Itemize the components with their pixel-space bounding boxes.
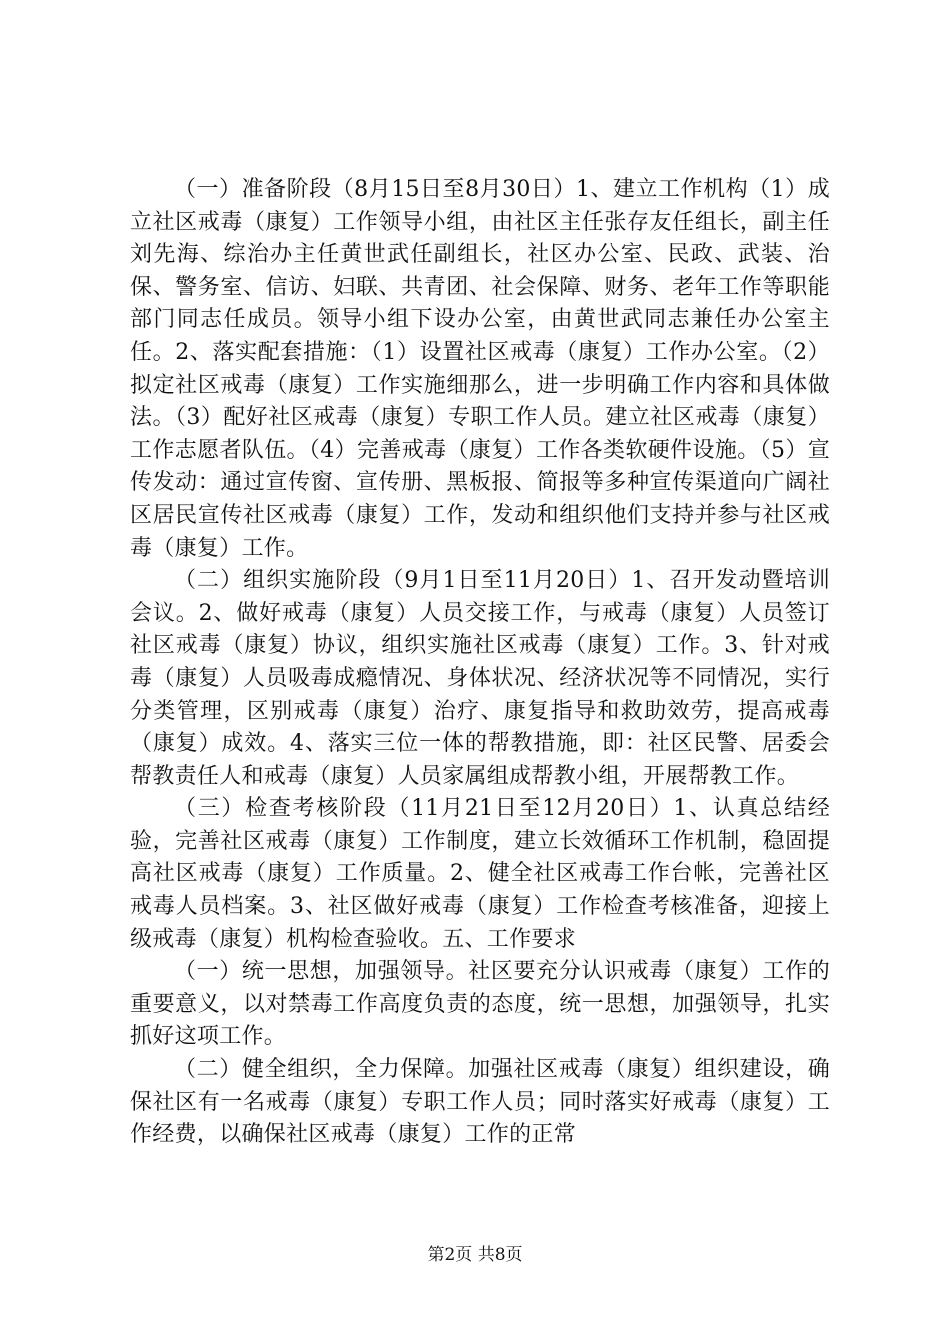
paragraph-preparation-stage: （一）准备阶段（8月15日至8月30日）1、建立工作机构（1）成立社区戒毒（康复）工作领导小组，由社区主任张存友任组长，副主任刘先海、综治办主任黄世武任副组长，社区办公室、民政、武装、治保、警务室、信访、妇联、共青团、社会保障、财务、老年工作等职能部门同志任成员。领导小组下设办公室，由黄世武同志兼任办公室主任。2、落实配套措施：（1）设置社区戒毒（康复）工作办公室。（2）拟定社区戒毒（康复）工作实施细那么，进一步明确工作内容和具体做法。（3）配好社区戒毒（康复）专职工作人员。建立社区戒毒（康复）工作志愿者队伍。（4）完善戒毒（康复）工作各类软硬件设施。（5）宣传发动：通过宣传窗、宣传册、黑板报、简报等多种宣传渠道向广阔社区居民宣传社区戒毒（康复）工作，发动和组织他们支持并参与社区戒毒（康复）工作。 <box>130 177 830 561</box>
paragraph-organization-guarantee: （二）健全组织，全力保障。加强社区戒毒（康复）组织建设，确保社区有一名戒毒（康复）专职工作人员；同时落实好戒毒（康复）工作经费，以确保社区戒毒（康复）工作的正常 <box>130 1057 830 1148</box>
paragraph-implementation-stage: （二）组织实施阶段（9月1日至11月20日）1、召开发动暨培训会议。2、做好戒毒（康复）人员交接工作，与戒毒（康复）人员签订社区戒毒（康复）协议，组织实施社区戒毒（康复）工作。3、针对戒毒（康复）人员吸毒成瘾情况、身体状况、经济状况等不同情况，实行分类管理，区别戒毒（康复）治疗、康复指导和救助效劳，提高戒毒（康复）成效。4、落实三位一体的帮教措施，即：社区民警、居委会帮教责任人和戒毒（康复）人员家属组成帮教小组，开展帮教工作。 <box>130 568 830 789</box>
paragraph-inspection-stage: （三）检查考核阶段（11月21日至12月20日）1、认真总结经验，完善社区戒毒（康复）工作制度，建立长效循环工作机制，稳固提高社区戒毒（康复）工作质量。2、健全社区戒毒工作台帐，完善社区戒毒人员档案。3、社区做好戒毒（康复）工作检查考核准备，迎接上级戒毒（康复）机构检查验收。五、工作要求 <box>130 796 830 952</box>
paragraph-unify-thinking: （一）统一思想，加强领导。社区要充分认识戒毒（康复）工作的重要意义，以对禁毒工作高度负责的态度，统一思想，加强领导，扎实抓好这项工作。 <box>130 959 830 1050</box>
page-number-footer: 第2页 共8页 <box>427 1245 523 1265</box>
document-body <box>130 174 830 1152</box>
